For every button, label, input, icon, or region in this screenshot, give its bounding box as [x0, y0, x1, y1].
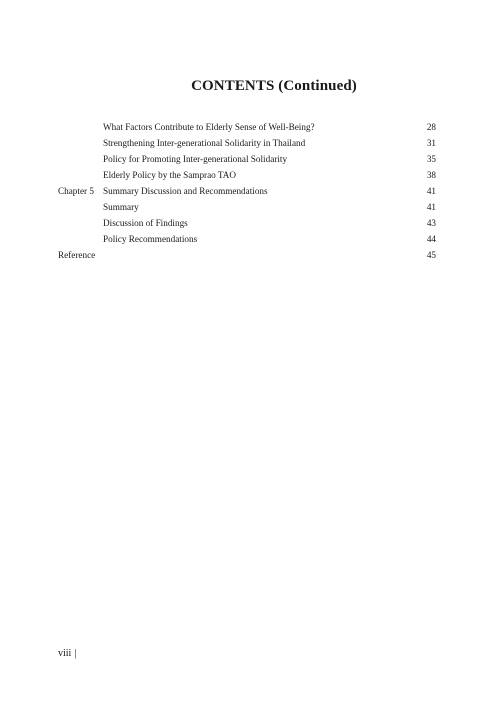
table-of-contents — [58, 121, 438, 265]
toc-page-number: 44 — [426, 234, 436, 244]
toc-entry-title[interactable]: What Factors Contribute to Elderly Sense of Well-Being? — [103, 122, 315, 132]
toc-entry-title[interactable]: Summary — [103, 202, 139, 212]
toc-page-number: 28 — [426, 122, 436, 132]
footer-separator: | — [74, 648, 77, 659]
toc-entry-title[interactable]: Policy for Promoting Inter-generational Solidarity — [103, 154, 288, 164]
toc-entry-title[interactable]: Policy Recommendations — [103, 234, 198, 244]
toc-row-reference[interactable] — [58, 249, 438, 265]
toc-page-number: 41 — [426, 186, 436, 196]
toc-row[interactable] — [58, 201, 438, 217]
toc-chapter-label: Chapter 5 — [58, 186, 94, 196]
toc-entry-title[interactable]: Strengthening Inter-generational Solidarity in Thailand — [103, 138, 306, 148]
toc-entry-title[interactable]: Discussion of Findings — [103, 218, 188, 228]
toc-row[interactable] — [58, 153, 438, 169]
page-title: CONTENTS (Continued) — [191, 78, 357, 94]
toc-row[interactable] — [58, 233, 438, 249]
toc-row[interactable] — [58, 169, 438, 185]
toc-page-number: 35 — [426, 154, 436, 164]
toc-row[interactable] — [58, 121, 438, 137]
toc-row-chapter[interactable] — [58, 185, 438, 201]
toc-entry-title[interactable]: Elderly Policy by the Samprao TAO — [103, 170, 237, 180]
toc-row[interactable] — [58, 217, 438, 233]
footer-page-number: viii — [58, 648, 72, 659]
page-footer — [58, 648, 76, 659]
toc-page-number: 41 — [426, 202, 436, 212]
toc-page-number: 38 — [426, 170, 436, 180]
toc-reference-title[interactable]: Reference — [58, 250, 96, 260]
toc-page-number: 31 — [426, 138, 436, 148]
toc-entry-title[interactable]: Summary Discussion and Recommendations — [103, 186, 268, 196]
toc-row[interactable] — [58, 137, 438, 153]
toc-page-number: 45 — [426, 250, 436, 260]
toc-page-number: 43 — [426, 218, 436, 228]
